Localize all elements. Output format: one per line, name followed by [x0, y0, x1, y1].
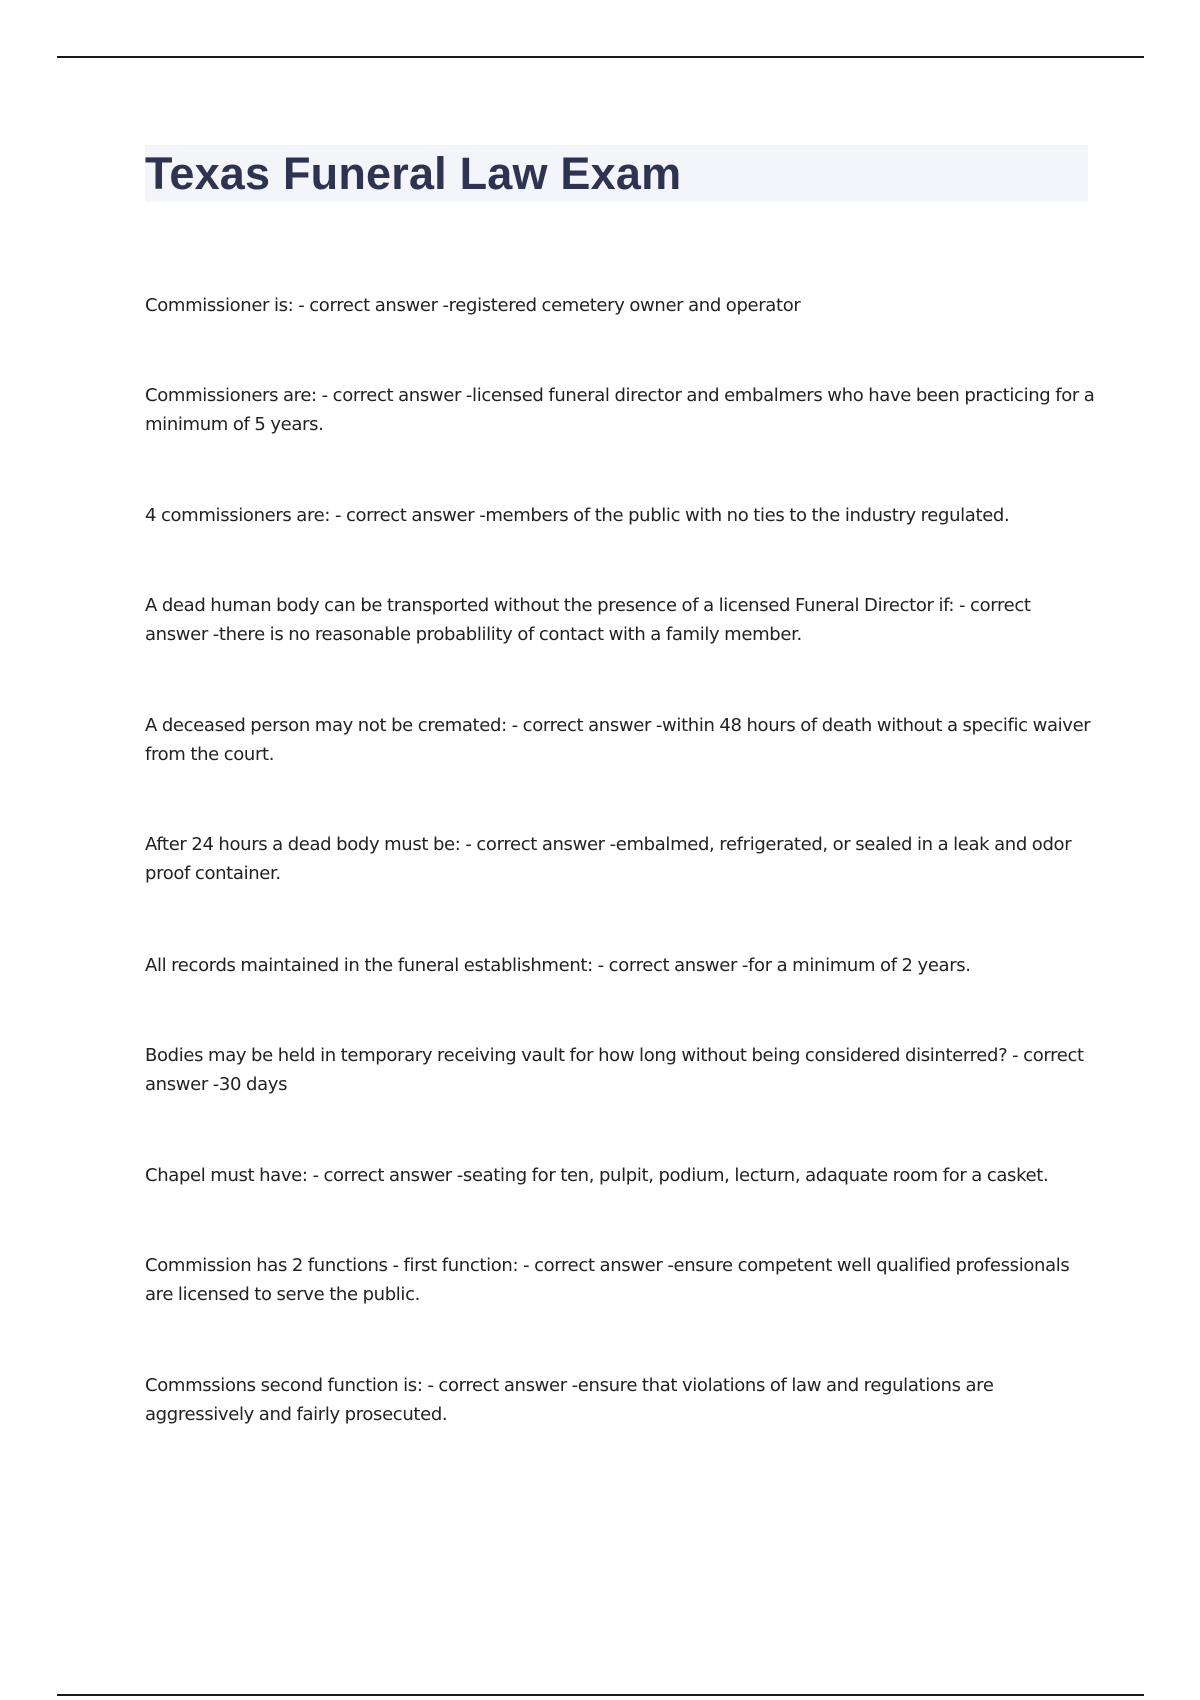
qa-item: Chapel must have: - correct answer -seating for ten, pulpit, podium, lecturn, adaquate room for a casket. — [145, 1165, 1049, 1186]
qa-item: A deceased person may not be cremated: - correct answer -within 48 hours of death without a specific waiver from the court. — [145, 715, 1091, 765]
qa-item: A dead human body can be transported without the presence of a licensed Funeral Director if: - correct answer -there is no reasonable probablility of contact with a family member. — [145, 595, 1031, 645]
document-title: Texas Funeral Law Exam — [145, 148, 682, 199]
qa-item: Commissioner is: - correct answer -registered cemetery owner and operator — [145, 295, 801, 316]
qa-item: Commissioners are: - correct answer -licensed funeral director and embalmers who have been practicing for a minimum of 5 years. — [145, 385, 1095, 435]
qa-item: After 24 hours a dead body must be: - correct answer -embalmed, refrigerated, or sealed in a leak and odor proof container. — [145, 834, 1072, 884]
qa-item: Commission has 2 functions - first function: - correct answer -ensure competent well qualified professionals are licensed to serve the public. — [145, 1255, 1070, 1305]
page-header-rule — [57, 56, 1144, 58]
page-footer-rule — [57, 1694, 1144, 1696]
qa-item: Bodies may be held in temporary receiving vault for how long without being considered disinterred? - correct answer -30 days — [145, 1045, 1084, 1095]
qa-item: All records maintained in the funeral establishment: - correct answer -for a minimum of 2 years. — [145, 955, 971, 976]
qa-item: Commssions second function is: - correct answer -ensure that violations of law and regulations are aggressively and fairly prosecuted. — [145, 1375, 994, 1425]
qa-item: 4 commissioners are: - correct answer -members of the public with no ties to the industry regulated. — [145, 505, 1010, 526]
